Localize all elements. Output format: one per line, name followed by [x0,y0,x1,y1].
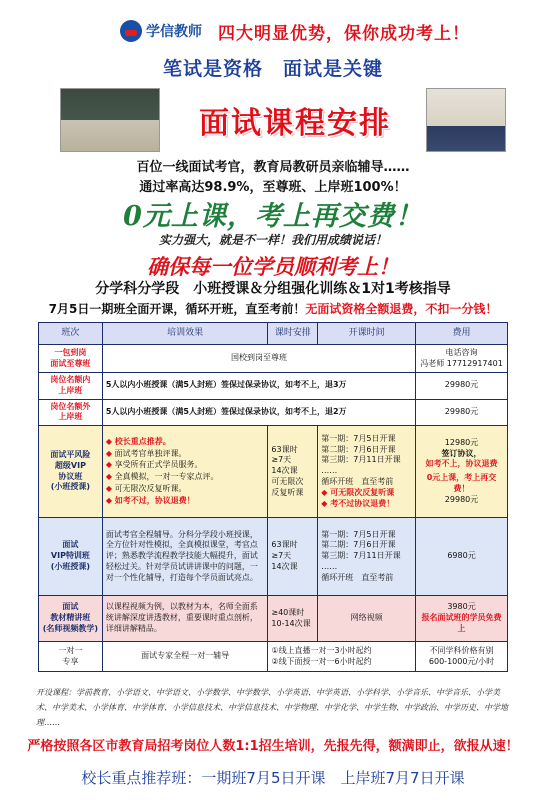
class-time: 第一期：7月5日开课 第二期：7月6日开课 第三期：7月11日开课 …… 循环开班 直至考前 [318,518,416,596]
feature-item: ◆ 可无限次反复听课。 [106,484,265,495]
class-time: 网络视频 [318,596,416,642]
teacher-photo [426,88,506,152]
class-effect: 5人以内小班授课（满5人封班）签保过保录协议，如考不上，退3万 [102,373,415,400]
course-table [38,322,508,672]
class-fee: 29980元 [416,399,508,426]
class-name: 面试 教材精讲班 (名师视频教学) [39,596,103,642]
header-hours: 课时安排 [268,323,318,345]
intro-line-1: 百位一线面试考官，教育局教研员亲临辅导…… [136,160,410,175]
class-effect: 国校到岗至尊班 [102,345,415,373]
class-hours: ≥40课时 10-14次课 [268,596,318,642]
table-header-row [39,323,508,345]
table-row [39,518,508,596]
table-row [39,426,508,518]
class-time [268,642,416,672]
header-fee: 费用 [416,323,508,345]
subheading: 笔试是资格 面试是关键 [162,58,383,80]
feature-item: ◆ 全真模拟，一对一专家点评。 [106,472,265,483]
intro-line-4: 实力强大，就是不一样！我们用成绩说话！ [158,233,387,247]
class-effect: 5人以内小班授课（满5人封班）签保过保录协议，如考不上，退2万 [102,399,415,426]
logo [120,20,202,42]
fee-total: 29980元 [444,494,479,504]
class-name: 岗位名额外 上岸班 [39,399,103,426]
fee-base: 12980元 [444,437,479,447]
time-note: ◆ 可无限次反复听课 [321,487,395,497]
class-name: 面试 VIP特训班 (小班授课) [39,518,103,596]
schedule-note-text: 7月5日一期班全面开课，循环开班，直至考前！ [48,302,306,316]
top-bar [0,14,546,48]
class-fee: 6980元 [416,518,508,596]
feature-item: ◆ 面试考官单独评课。 [106,449,265,460]
time-option: ①线上直播一对一3小时起约 [271,645,372,655]
class-time [318,426,416,518]
class-name: 一对一 专享 [39,642,103,672]
class-effect: 面试专家全程一对一辅导 [102,642,268,672]
class-features [102,426,268,518]
header-time: 开课时间 [318,323,416,345]
logo-name: 学信教师 [146,24,202,40]
class-hours: 63课时 ≥7天 14次课 可无限次 反复听课 [268,426,318,518]
banner-title: 面试课程安排 [199,106,391,141]
time-note: ◆ 考不过协议退费！ [321,498,395,508]
fee-note: 0元上课，考上再交费！ [426,473,497,493]
fee-note: 如考不上，协议退费 [425,459,498,469]
class-name: 岗位名额内 上岸班 [39,373,103,400]
fee-note: 报名面试班的学员免费上 [421,613,502,634]
class-fee [416,596,508,642]
feature-list [106,437,265,507]
class-hours: 63课时 ≥7天 14次课 [268,518,318,596]
class-fee: 29980元 [416,373,508,400]
table-row [39,345,508,373]
class-fee: 不同学科价格有别 600-1000元/小时 [416,642,508,672]
time-option: ②线下面授一对一6小时起约 [271,656,372,666]
slogan: 四大明显优势，保你成功考上！ [218,23,470,44]
feature-item: ◆ 如考不过，协议退费！ [106,496,265,507]
feature-item: ◆ 校长重点推荐。 [106,437,265,448]
table-row [39,642,508,672]
enrollment-notice: 严格按照各区市教育局招考岗位人数1:1招生培训，先报先得，额满即止，欲报从速！ [27,739,519,754]
class-fee [416,426,508,518]
schedule-note [0,300,546,317]
intro-line-2: 通过率高达98.9%，至尊班、上岸班100%！ [139,180,407,195]
logo-icon [120,20,142,42]
class-name: 一包到岗 面试至尊班 [39,345,103,373]
guarantee-slogan: 确保每一位学员顺利考上！ [147,254,399,279]
class-effect: 以课程视频为例，以教材为本，名师全面系统讲解深度讲透教材，重要课时重点剖析，详细讲解精品。 [102,596,268,642]
class-effect: 面试考官全程辅导。分科分学段小班授课，全方位针对性模拟，全真模拟课堂，考官点评；熟悉教学流程教学技能大幅提升，面试轻松过关。针对学员试讲讲课中的问题，一对一个性化辅导，打造每个学员面试亮点。 [102,518,268,596]
header-effect: 培训效果 [102,323,268,345]
header-class: 班次 [39,323,103,345]
table-row [39,399,508,426]
table-row [39,373,508,400]
fee-note: 签订协议， [441,448,482,458]
class-fee: 电话咨询 冯老师 17712917401 [416,345,508,373]
classroom-photo [60,88,160,152]
free-class-slogan: 0元上课，考上再交费！ [123,201,423,232]
class-name: 面试平风险 超级VIP 协议班 (小班授课) [39,426,103,518]
refund-note: 无面试资格全额退费，不扣一分钱！ [305,302,498,316]
subject-list: 开设课程：学前教育、小学语文、中学语文、小学数学、中学数学、小学英语、中学英语、小学科学、小学音乐、中学音乐、小学美术、中学美术、小学体育、中学体育、小学信息技术、中学信息技术、中学物理、中学化学、中学生物、中学政治、中学历史、中学地理…… [36,688,508,728]
table-row [39,596,508,642]
teaching-method: 分学科分学段 小班授课＆分组强化训练＆1对1考核指导 [95,281,451,297]
time-list: 第一期：7月5日开课 第二期：7月6日开课 第三期：7月11日开课 …… 循环开班 直至考前 [321,433,401,487]
footer-schedule: 校长重点推荐班：一期班7月5日开课 上岸班7月7日开课 [81,769,465,787]
fee-base: 3980元 [447,602,476,612]
feature-item: ◆ 享受所有正式学员服务。 [106,460,265,471]
